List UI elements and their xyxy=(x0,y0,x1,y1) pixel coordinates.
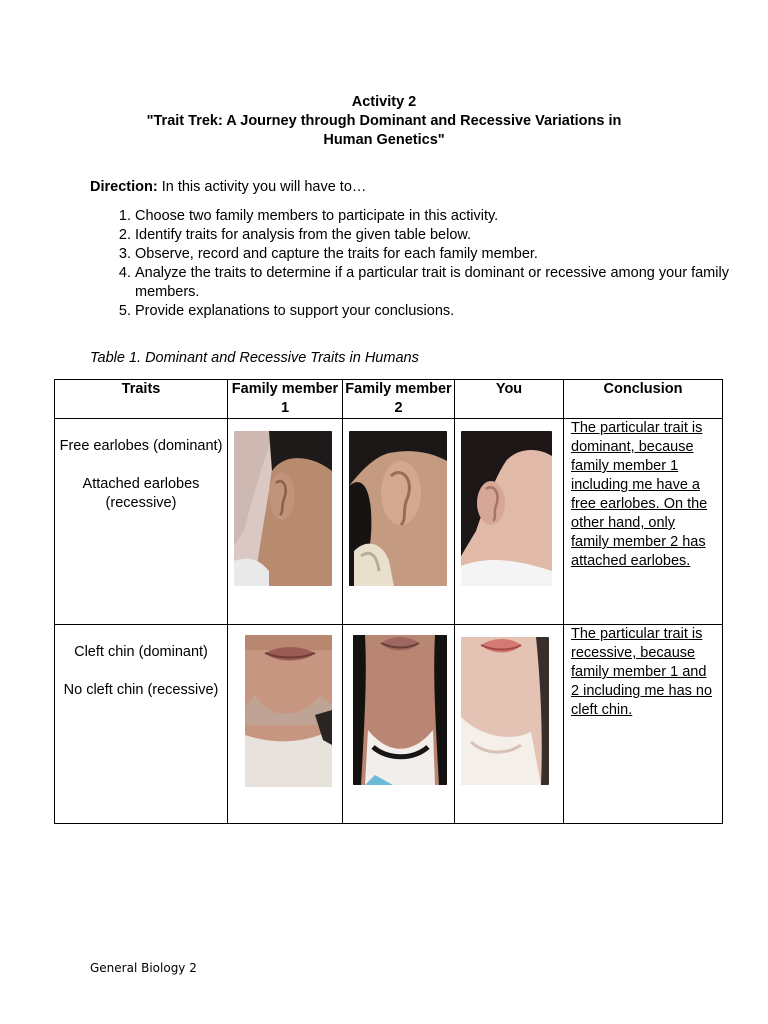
direction-label: Direction: xyxy=(90,179,158,195)
photo-cell xyxy=(455,419,564,625)
trait-cell xyxy=(55,419,228,625)
instruction-step: 4. Analyze the traits to determine if a particular trait is dominant or recessive among your family members. xyxy=(135,264,735,302)
trait-dominant: Cleft chin (dominant) xyxy=(74,644,208,660)
instruction-step: 3. Observe, record and capture the traits for each family member. xyxy=(135,245,735,264)
traits-table xyxy=(54,379,723,824)
header-family-member-1: Family member 1 xyxy=(228,380,343,419)
table-caption: Table 1. Dominant and Recessive Traits in Humans xyxy=(90,350,419,366)
trait-cell xyxy=(55,625,228,824)
activity-subtitle-line-1: "Trait Trek: A Journey through Dominant and Recessive Variations in xyxy=(146,113,622,129)
photo-cell xyxy=(343,625,455,824)
photo-cell xyxy=(455,625,564,824)
activity-title: Activity 2 xyxy=(351,94,417,110)
header-family-member-2: Family member 2 xyxy=(343,380,455,419)
footer-course-name: General Biology 2 xyxy=(90,961,197,975)
instruction-list xyxy=(90,207,735,321)
header-traits: Traits xyxy=(55,380,228,419)
instruction-step: 1. Choose two family members to participate in this activity. xyxy=(135,207,735,226)
conclusion-cell xyxy=(564,419,723,625)
activity-subtitle-line-2: Human Genetics" xyxy=(323,132,445,148)
chin-photo-member-2 xyxy=(353,635,447,785)
table-row xyxy=(55,625,723,824)
direction-paragraph xyxy=(90,179,366,195)
trait-recessive: No cleft chin (recessive) xyxy=(63,682,219,698)
table-row xyxy=(55,419,723,625)
chin-photo-you xyxy=(461,637,549,785)
trait-recessive: Attached earlobes (recessive) xyxy=(82,476,200,511)
ear-photo-you xyxy=(461,431,552,586)
chin-photo-member-1 xyxy=(245,635,332,787)
header-conclusion: Conclusion xyxy=(564,380,723,419)
instruction-step: 2. Identify traits for analysis from the given table below. xyxy=(135,226,735,245)
conclusion-text: The particular trait is recessive, because family member 1 and 2 including me has no cleft chin. xyxy=(571,626,713,718)
ear-photo-member-2 xyxy=(349,431,447,586)
trait-dominant: Free earlobes (dominant) xyxy=(59,438,223,454)
photo-cell xyxy=(228,419,343,625)
conclusion-text: The particular trait is dominant, because family member 1 including me have a free earlobes. On the other hand, only family member 2 has attached earlobes. xyxy=(571,420,708,569)
photo-cell xyxy=(228,625,343,824)
photo-cell xyxy=(343,419,455,625)
table-header-row xyxy=(55,380,723,419)
direction-text: In this activity you will have to… xyxy=(157,179,367,195)
header-you: You xyxy=(455,380,564,419)
instruction-step: 5. Provide explanations to support your conclusions. xyxy=(135,302,735,321)
ear-photo-member-1 xyxy=(234,431,332,586)
conclusion-cell xyxy=(564,625,723,824)
